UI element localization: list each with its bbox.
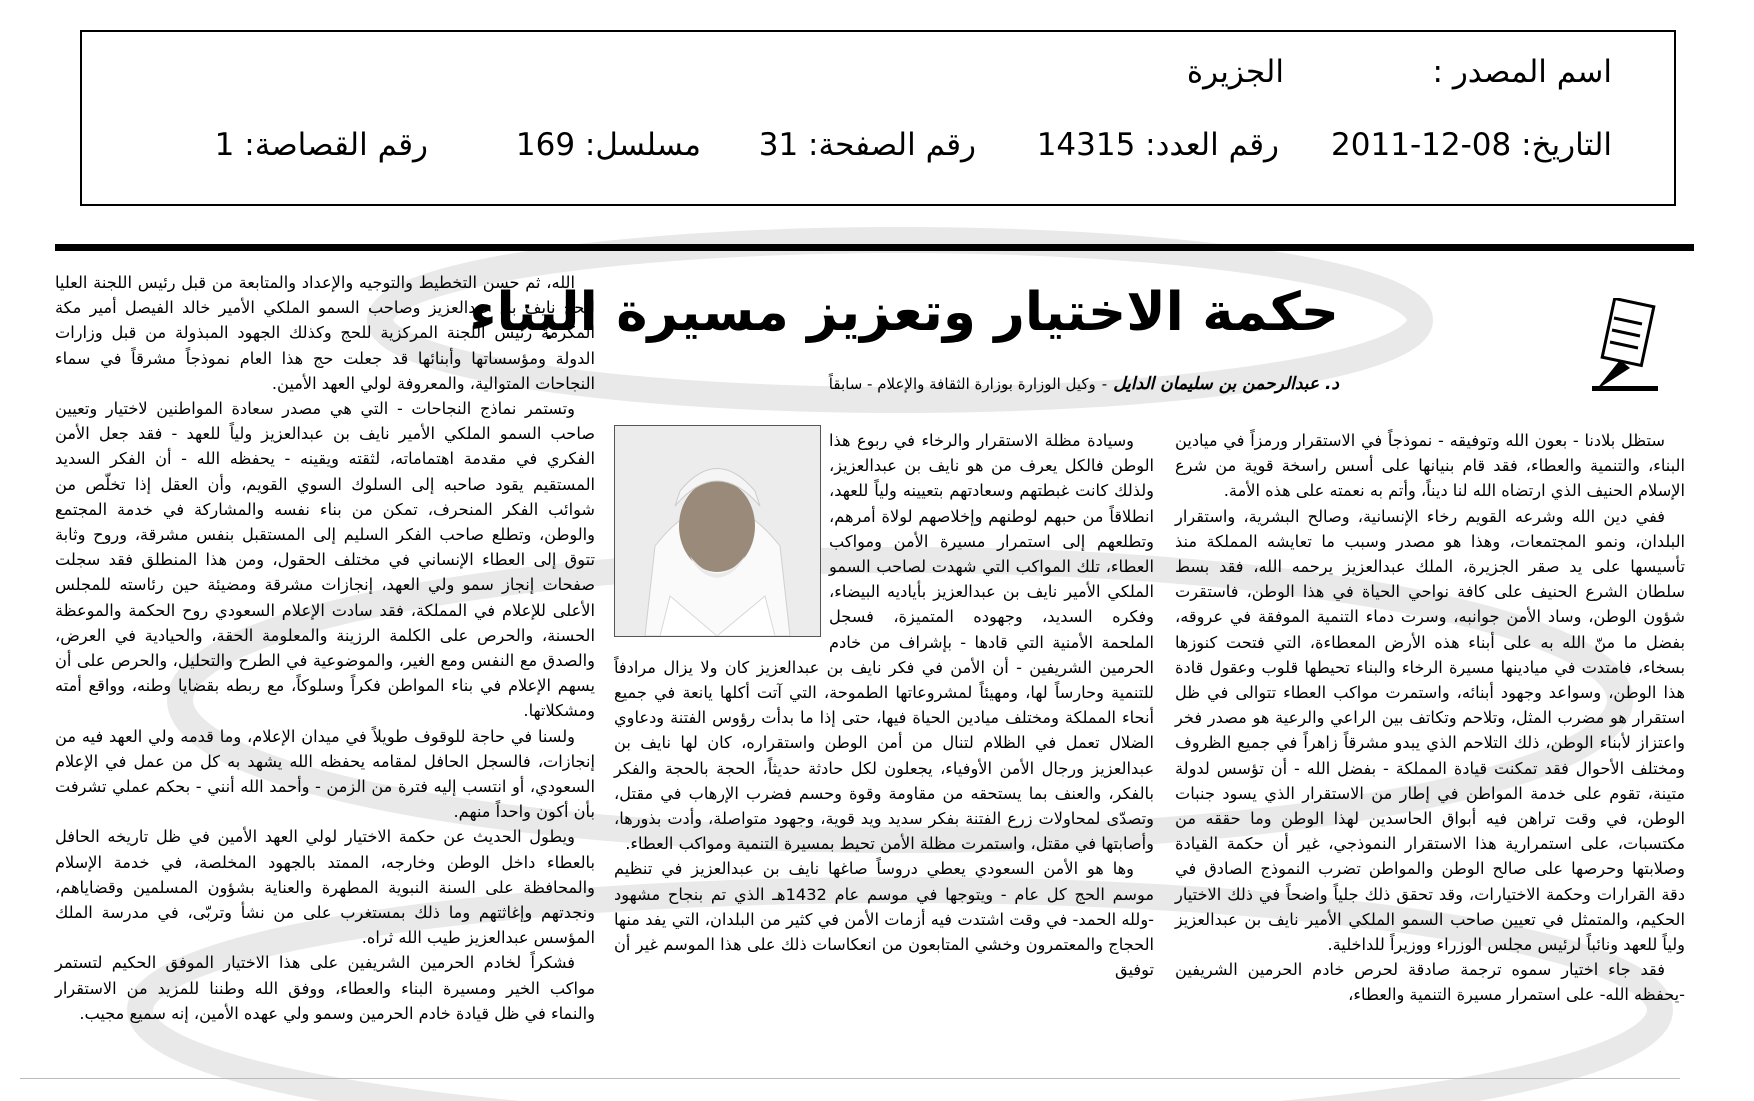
serial-number-field: مسلسل: 169 xyxy=(515,127,701,163)
byline: د. عبدالرحمن بن سليمان الدايل-وكيل الوزارة بوزارة الثقافة والإعلام - سابقاً xyxy=(828,374,1339,394)
paragraph: ستظل بلادنا - بعون الله وتوفيقه - نموذجاً في الاستقرار ورمزاً في ميادين البناء، والتنمية والعطاء، فقد قام بنيانها على أسس راسخة قوية من شرع الإسلام الحنيف الذي ارتضاه الله لنا ديناً، وأتم به نعمته على هذه الأمة. xyxy=(1175,431,1685,501)
paragraph: وتستمر نماذج النجاحات - التي هي مصدر سعادة المواطنين لاختيار وتعيين صاحب السمو الملكي الأمير نايف بن عبدالعزيز ولياً للعهد - فقد جعل الأمن الفكري في مقدمة اهتماماته، لثقته ويقينه - يحفظه الله - أن الفكر السديد المستقيم يقود صاحبه إلى السلوك السوي القويم، وأن العقل إذا تخلّص من شوائب الفكر المنحرف، تمكن من بناء نفسه والمشاركة في خدمة المجتمع والوطن، وتطلع صاحب الفكر السليم إلى المستقبل بنفس مشرقة، وروح وثابة تتوق إلى العطاء الإنساني في مختلف الحقول، ومن هذا المنطلق فقد سجلت صفحات إنجاز سمو ولي العهد، إنجازات مشرقة ومضيئة حين رئاسته للمجلس الأعلى للإعلام في المملكة، فقد سادت الإعلام السعودي روح الحكمة والموعظة الحسنة، والحرص على الكلمة الرزينة والمعلومة الحقة، والحيادية في العرض، والصدق مع النفس ومع الغير، والموضوعية في الطرح والتحليل، والحرص على أن يسهم الإعلام في بناء المواطن فكراً وسلوكاً، مع ربطه بقضايا وطنه، وواقع أمته ومشكلاتها. xyxy=(55,399,595,721)
article-title: حكمة الاختيار وتعزيز مسيرة البناء xyxy=(469,282,1339,343)
paragraph: فقد جاء اختيار سموه ترجمة صادقة لحرص خادم الحرمين الشريفين -يحفظه الله- على استمرار مسيرة التنمية والعطاء، xyxy=(1175,960,1685,1005)
issue-number-field: رقم العدد: 14315 xyxy=(1036,127,1279,163)
article-column-right xyxy=(1175,428,1685,1008)
page-number-field: رقم الصفحة: 31 xyxy=(758,127,976,163)
article-column-middle xyxy=(614,428,1154,982)
article-top-rule xyxy=(55,244,1694,251)
page-bottom-rule xyxy=(20,1078,1680,1079)
article-column-left xyxy=(55,270,595,1026)
source-value: الجزيرة xyxy=(1186,54,1284,90)
paragraph: الله، ثم حسن التخطيط والتوجيه والإعداد والمتابعة من قبل رئيس اللجنة العليا للحج نايف بن عبدالعزيز وصاحب السمو الملكي الأمير خالد الفيصل أمير مكة المكرمة رئيس اللجنة المركزية للحج وكذلك الجهود المبذولة من قبل وزارات الدولة ومؤسساتها وأبنائها قد جعلت حج هذا العام نموذجاً مشرقاً في سماء النجاحات المتوالية، والمعروفة لولي العهد الأمين. xyxy=(55,273,595,393)
clipping-number-field: رقم القصاصة: 1 xyxy=(214,127,428,163)
paragraph: وها هو الأمن السعودي يعطي دروساً صاغها نايف بن عبدالعزيز في تنظيم موسم الحج كل عام - ويتوجها في موسم عام 1432هـ الذي تم بنجاح مشهود -ولله الحمد- في وقت اشتدت فيه أزمات الأمن في كثير من البلدان، التي يفد منها الحجاج والمعتمرون وخشي المتابعون من انعكاسات ذلك على هذا الموسم غير أن توفيق xyxy=(614,859,1154,980)
clipping-header-box xyxy=(80,30,1676,206)
paragraph: وسيادة مظلة الاستقرار والرخاء في ربوع هذا الوطن فالكل يعرف من هو نايف بن عبدالعزيز، ولذلك كانت غبطتهم وسعادتهم بتعيينه ولياً للعهد، انطلاقاً من حبهم لوطنهم وإخلاصهم لولاة أمرهم، وتطلعهم إلى استمرار مسيرة الأمن ومواكب العطاء، تلك المواكب التي شهدت لصاحب السمو الملكي الأمير نايف بن عبدالعزيز بأياديه البيضاء، وفكره السديد، وجهوده المتميزة، فسجل الملحمة الأمنية التي قادها - بإشراف من خادم الحرمين الشريفين - أن الأمن في فكر نايف بن عبدالعزيز كان ولا يزال مرادفاً للتنمية وحارساً لها، ومهيئاً لمشروعاتها الطموحة، التي آتت أكلها يانعة في جميع أنحاء المملكة ومختلف ميادين الحياة فيها، حتى إذا ما بدأت رؤوس الفتنة ودعاوي الضلال تعمل في الظلام لتنال من أمن الوطن واستقراره، كان لها نايف بن عبدالعزيز ورجال الأمن الأوفياء، يجعلون لكل حادثة حديثاً، الحجة بالحجة والفكر بالفكر، والعنف بما يستحقه من مقاومة وقوة وحسم فضرب الإرهاب في مقتل، وتصدّى لمحاولات زرع الفتنة بفكر سديد ويد قوية، وجهود متواصلة، وأدت بذورها، وأصابتها في مقتل، واستمرت مظلة الأمن تحيط بمسيرة التنمية ومواكب العطاء. xyxy=(614,431,1154,854)
paragraph: ولسنا في حاجة للوقوف طويلاً في ميدان الإعلام، وما قدمه ولي العهد فيه من إنجازات، فالسجل الحافل لمقامه يحفظه الله يشهد به كل من عمل في الإعلام السعودي، أو انتسب إليه فترة من الزمن - وأحمد الله أنني - بحكم عملي تشرفت بأن أكون واحداً منهم. xyxy=(55,726,595,822)
author-name: د. عبدالرحمن بن سليمان الدايل xyxy=(1113,374,1339,394)
photo-spacer xyxy=(614,428,829,648)
paragraph: فشكراً لخادم الحرمين الشريفين على هذا الاختيار الموفق الحكيم لتستمر مواكب الخير ومسيرة البناء والعطاء، ووفق الله وطننا للمزيد من الاستقرار والنماء في ظل قيادة خادم الحرمين وسمو ولي عهده الأمين، إنه سميع مجيب. xyxy=(55,953,595,1023)
paragraph: ويطول الحديث عن حكمة الاختيار لولي العهد الأمين في ظل تاريخه الحافل بالعطاء داخل الوطن وخارجه، الممتد بالجهود المخلصة، في خدمة الإسلام والمحافظة على السنة النبوية المطهرة والعناية بشؤون المسلمين وقضاياهم، ونجدتهم وإغاثتهم وما ذلك بمستغرب على من نشأ وتربّى، في مدرسة الملك المؤسس عبدالعزيز طيب الله ثراه. xyxy=(55,827,595,948)
author-role: وكيل الوزارة بوزارة الثقافة والإعلام - سابقاً xyxy=(828,375,1096,393)
source-label: اسم المصدر : xyxy=(1432,54,1612,90)
date-field: التاريخ: 08-12-2011 xyxy=(1331,127,1612,163)
paragraph: ففي دين الله وشرعه القويم رخاء الإنسانية، وصالح البشرية، واستقرار البلدان، ونمو المجتمعات، وهذا هو مصدر وسبب ما تعايشه المملكة منذ تأسيسها على يد صقر الجزيرة، الملك عبدالعزيز يرحمه الله، فقد بسط سلطان الشرع الحنيف على كافة نواحي الحياة في هذا الوطن، فاستقرت شؤون الوطن، وساد الأمن جوانبه، وسرت دماء التنمية الموفقة في عروقه، بفضل ما منّ الله به على أبناء هذه الأرض المعطاءة، التي فتحت كنوزها بسخاء، فامتدت في ميادينها مسيرة الرخاء والبناء تحيطها قلوب وعقول قادة هذا الوطن، وسواعد وجهود أبنائه، واستمرت مواكب العطاء تتوالى في ظل استقرار هو مضرب المثل، وتلاحم وتكاتف بين الراعي والرعية هو مصدر فخر واعتزاز لأبناء الوطن، ذلك التلاحم الذي يبدو مشرقاً زاهراً في جميع الظروف ومختلف الأحوال فقد تمكنت قيادة المملكة - بفضل الله - أن تؤسس لدولة متينة، تقوم على خدمة المواطن في إطار من الاستقرار الذي يسود جنبات الوطن، في وقت تراهن فيه أبواق الحاسدين لهذا الوطن وما حققه من مكتسبات، على استمرارية هذا الاستقرار النموذجي، غير أن حكمة القيادة وصلابتها وحرصها على صالح الوطن والمواطن تضرب النموذج الصادق في دقة القرارات وحكمة الاختيارات، وقد تحقق ذلك جلياً واضحاً في ذلك الاختيار الحكيم، والمتمثل في تعيين صاحب السمو الملكي الأمير نايف بن عبدالعزيز ولياً للعهد ونائباً لرئيس مجلس الوزراء ووزيراً للداخلية. xyxy=(1175,506,1685,955)
pen-column-icon xyxy=(1590,298,1660,394)
